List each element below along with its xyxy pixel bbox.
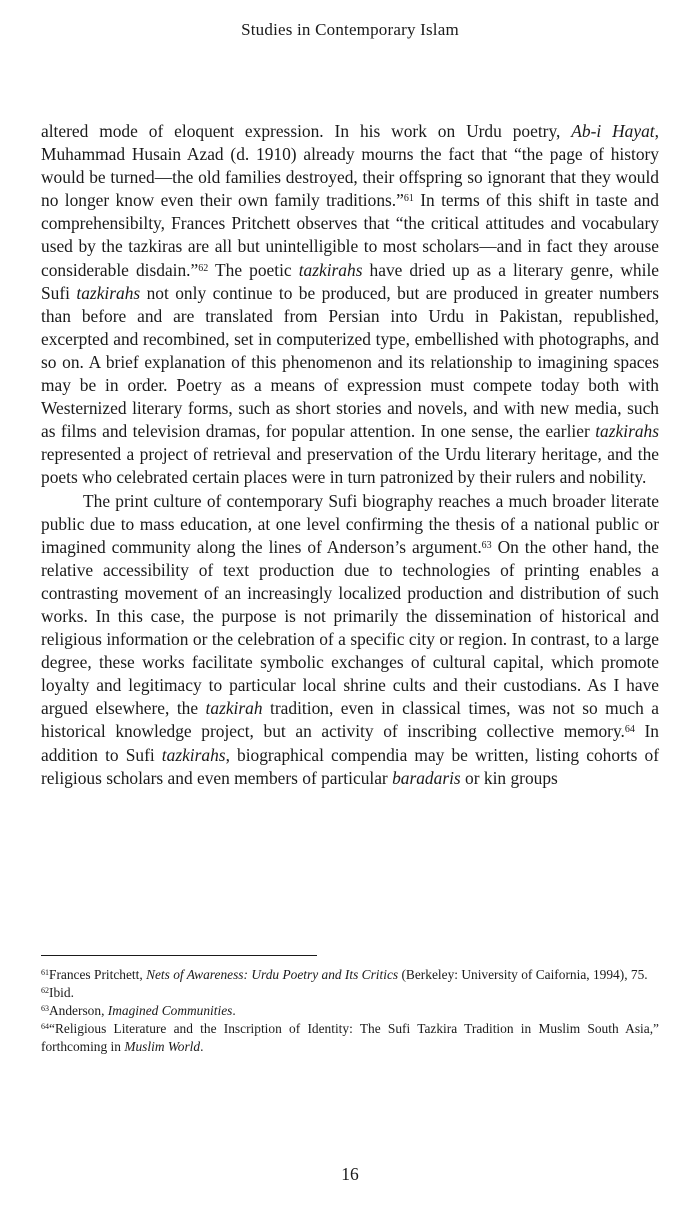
text-run: On the other hand, the relative accessibility of text production due to technologies of printing enables a contrasting movement of an increasingly localized production and distribution of such works. In this case, the purpose is not primarily the dissemination of historical and religious information or the celebration of a specific city or region. In contrast, to a large degree, these works facilitate symbolic exchanges of cultural capital, which promote loyalty and legitimacy to particular local shrine cults and their custodians. As I have argued elsewhere, the <box>41 536 659 719</box>
text-run: In addition to Sufi <box>41 721 660 765</box>
footnote-63 <box>41 1002 659 1020</box>
footnote-divider <box>41 955 317 956</box>
footnote-text: . <box>200 1039 204 1054</box>
text-run: , Muhammad Husain Azad (d. 1910) already mourns the fact that “the page of history would be turned—the old families destroyed, their offspring so ignorant that they would no longer know even their own family traditions.” <box>41 121 659 211</box>
text-run: In terms of this shift in taste and comprehensibilty, Frances Pritchett observes that “the critical attitudes and vocabulary used by the tazkiras are all but unintelligible to most scholars—and in fact they arouse considerable disdain.” <box>41 190 659 280</box>
footnote-text: . <box>232 1003 236 1018</box>
footnote-ref[interactable]: 63 <box>481 539 492 551</box>
page-number: 16 <box>341 1164 359 1184</box>
footnote-italic: Imagined Communities <box>107 1003 233 1018</box>
text-run: , biographical compendia may be written, listing cohorts of religious scholars and even members of particular <box>41 744 659 788</box>
footnote-62 <box>41 984 659 1002</box>
footnote-64 <box>41 1020 659 1056</box>
text-run: The poetic <box>208 259 299 280</box>
paragraph-2 <box>41 490 659 790</box>
footnote-text: (Berkeley: University of Caifornia, 1994), 75. <box>398 967 648 982</box>
footnote-number: 64 <box>41 1022 49 1031</box>
footnote-number: 62 <box>41 986 49 995</box>
body-text <box>41 120 659 790</box>
footnote-italic: Muslim World <box>124 1039 201 1054</box>
text-run: altered mode of eloquent expression. In his work on Urdu poetry, <box>41 121 572 141</box>
footnote-text: Frances Pritchett, <box>49 967 147 982</box>
text-run: represented a project of retrieval and preservation of the Urdu literary heritage, and the poets who celebrated certain places were in turn patronized by their rulers and nobility. <box>41 444 659 488</box>
italic-term: baradaris <box>392 767 461 788</box>
footnote-number: 63 <box>41 1004 49 1013</box>
footnote-text: “Religious Literature and the Inscription of Identity: The Sufi Tazkira Tradition in Muslim South Asia,” forthcoming in <box>41 1021 659 1054</box>
italic-title: Ab-i Hayat <box>571 121 655 141</box>
text-run: The print culture of contemporary Sufi biography reaches a much broader literate public due to mass education, at one level confirming the thesis of a national public or imagined community along the lines of Anderson’s argument. <box>41 490 659 557</box>
footnote-ref[interactable]: 61 <box>403 193 414 205</box>
text-run: have dried up as a literary genre, while Sufi <box>41 259 659 303</box>
italic-term: tazkirahs <box>595 421 659 442</box>
italic-term: tazkirahs <box>76 282 141 303</box>
running-head: Studies in Contemporary Islam <box>241 20 459 39</box>
footnotes <box>41 966 659 1056</box>
footnote-61 <box>41 966 659 984</box>
footnote-text: Ibid. <box>49 985 74 1000</box>
footnote-ref[interactable]: 62 <box>198 262 209 274</box>
paragraph-1 <box>41 120 659 490</box>
footnote-text: Anderson, <box>49 1003 108 1018</box>
text-run: tradition, even in classical times, was not so much a historical knowledge project, but an activity of inscribing collective memory. <box>41 698 659 742</box>
footnote-italic: Nets of Awareness: Urdu Poetry and Its Critics <box>146 967 399 982</box>
footnote-ref[interactable]: 64 <box>624 724 635 736</box>
text-run: or kin groups <box>460 767 558 788</box>
italic-term: tazkirahs <box>298 259 363 280</box>
text-run: not only continue to be produced, but are produced in greater numbers than before and are translated from Persian into Urdu in Pakistan, republished, excerpted and recombined, set in computerized type, embellished with photographs, and so on. A brief explanation of this phenomenon and its relationship to imagining spaces may be in order. Poetry as a means of expression must compete today both with Westernized literary forms, such as short stories and novels, and with new media, such as films and television dramas, for popular attention. In one sense, the earlier <box>41 282 659 442</box>
italic-term: tazkirah <box>205 698 263 719</box>
footnote-number: 61 <box>41 968 49 977</box>
italic-term: tazkirahs <box>161 744 226 765</box>
